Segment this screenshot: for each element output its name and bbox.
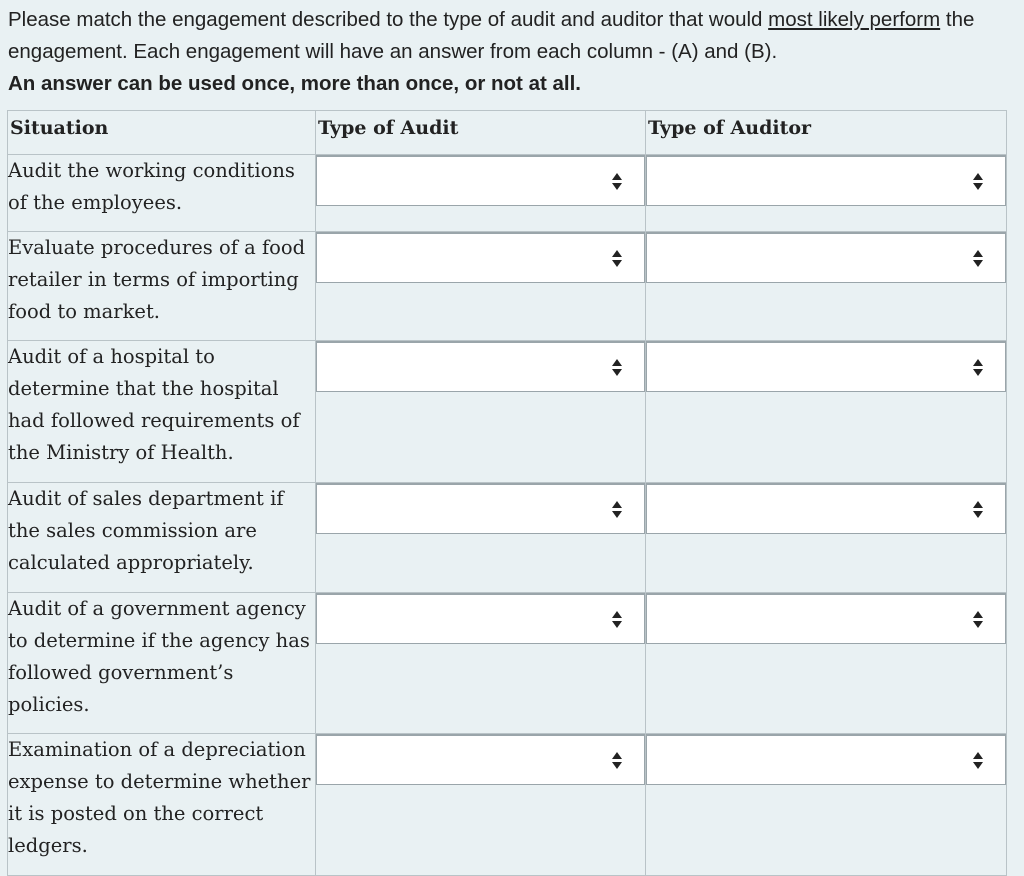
auditor-type-select[interactable]	[646, 483, 1006, 534]
up-down-arrow-icon	[973, 611, 983, 629]
up-down-arrow-icon	[612, 250, 622, 268]
instructions-text-2: the engagement. Each engagement will have an answer from each column - (A) and (B).	[8, 8, 975, 63]
instructions	[8, 4, 1008, 100]
audit-type-cell	[316, 734, 646, 876]
up-down-arrow-icon	[973, 501, 983, 519]
situation-cell: Audit of a government agency to determine if the agency has followed government’s policies.	[8, 593, 316, 734]
header-type-of-auditor: Type of Auditor	[646, 111, 1007, 155]
audit-type-cell	[316, 483, 646, 593]
instructions-bold-note: An answer can be used once, more than once, or not at all.	[8, 72, 581, 95]
up-down-arrow-icon	[612, 359, 622, 377]
situation-cell: Examination of a depreciation expense to determine whether it is posted on the correct ledgers.	[8, 734, 316, 876]
header-row	[8, 111, 1007, 155]
auditor-type-select[interactable]	[646, 155, 1006, 206]
table-row	[8, 232, 1007, 341]
table-row	[8, 341, 1007, 483]
audit-type-select[interactable]	[316, 232, 645, 283]
table-row	[8, 734, 1007, 876]
auditor-type-select[interactable]	[646, 232, 1006, 283]
instructions-text-1: Please match the engagement described to the type of audit and auditor that would	[8, 8, 769, 31]
up-down-arrow-icon	[973, 752, 983, 770]
auditor-type-cell	[646, 483, 1007, 593]
situation-cell: Evaluate procedures of a food retailer in terms of importing food to market.	[8, 232, 316, 341]
table-row	[8, 483, 1007, 593]
table-row	[8, 593, 1007, 734]
up-down-arrow-icon	[973, 173, 983, 191]
matching-table	[7, 110, 1007, 876]
audit-type-cell	[316, 593, 646, 734]
situation-cell: Audit of sales department if the sales commission are calculated appropriately.	[8, 483, 316, 593]
instructions-underlined: most likely perform	[768, 8, 941, 31]
auditor-type-cell	[646, 155, 1007, 232]
audit-type-cell	[316, 341, 646, 483]
up-down-arrow-icon	[973, 250, 983, 268]
audit-type-cell	[316, 155, 646, 232]
up-down-arrow-icon	[973, 359, 983, 377]
auditor-type-cell	[646, 734, 1007, 876]
header-situation: Situation	[8, 111, 316, 155]
up-down-arrow-icon	[612, 501, 622, 519]
situation-cell: Audit the working conditions of the employees.	[8, 155, 316, 232]
up-down-arrow-icon	[612, 611, 622, 629]
situation-cell: Audit of a hospital to determine that the hospital had followed requirements of the Ministry of Health.	[8, 341, 316, 483]
audit-type-select[interactable]	[316, 341, 645, 392]
auditor-type-cell	[646, 232, 1007, 341]
auditor-type-cell	[646, 593, 1007, 734]
audit-type-select[interactable]	[316, 155, 645, 206]
auditor-type-cell	[646, 341, 1007, 483]
audit-type-select[interactable]	[316, 734, 645, 785]
table-row	[8, 155, 1007, 232]
audit-type-select[interactable]	[316, 483, 645, 534]
up-down-arrow-icon	[612, 752, 622, 770]
auditor-type-select[interactable]	[646, 734, 1006, 785]
auditor-type-select[interactable]	[646, 593, 1006, 644]
header-type-of-audit: Type of Audit	[316, 111, 646, 155]
auditor-type-select[interactable]	[646, 341, 1006, 392]
audit-type-cell	[316, 232, 646, 341]
audit-type-select[interactable]	[316, 593, 645, 644]
up-down-arrow-icon	[612, 173, 622, 191]
